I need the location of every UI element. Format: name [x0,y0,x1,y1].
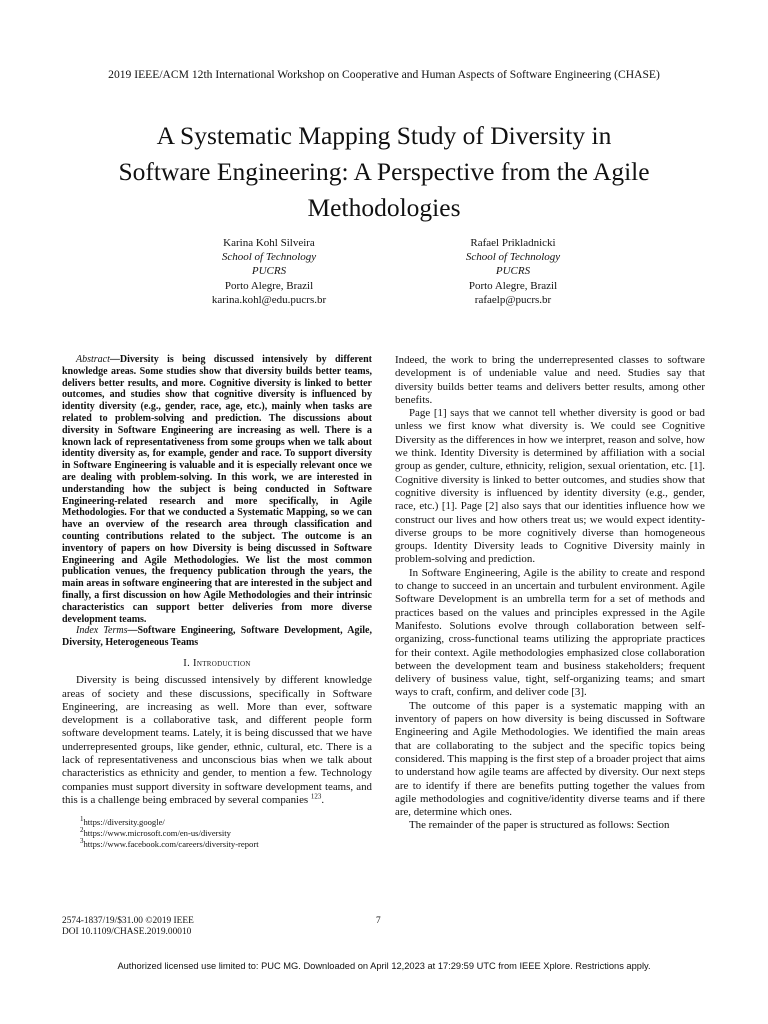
copyright-block [62,916,194,938]
footnote-marks: 123 [310,792,322,801]
abstract-label: Abstract [76,354,110,365]
author-location: Porto Alegre, Brazil [224,279,314,292]
section-heading [62,657,372,670]
footnote [80,839,372,850]
conference-header: 2019 IEEE/ACM 12th International Workshop on Cooperative and Human Aspects of Software Engineering (CHASE) [108,68,660,81]
paragraph: Page [1] says that we cannot tell whether diversity is good or bad unless we first know what diversity is. We could see Cognitive Diversity as the differences in how we interpret, reason and solve, how we think. Identity Diversity is determined by affiliation with a social group as gender, culture, ethnicity, religion, sexual orientation, etc. [1]. Cognitive diversity is linked to better outcomes, and studies show that cognitive diversity is influenced by identity diversity (e.g., gender, race, etc.) [1]. Page [2] also says that our identities influence how we construct our lives and how others treat us; we would expect identity-diverse groups to be more cognitively diverse than homogeneous groups. Identity Diversity leads to Cognitive Diversity mainly in problem-solving and prediction. [395,407,705,566]
author-1 [159,236,379,307]
title-line: Methodologies [307,193,461,222]
right-column [395,354,705,833]
index-terms [62,625,372,649]
paragraph: Indeed, the work to bring the underrepresented classes to software development is of undeniable value and need. Studies say that diversity builds better teams and delivers better results, among other benefits. [395,354,705,406]
author-block [0,236,768,316]
abstract-text: —Diversity is being discussed intensively by different knowledge areas. Some studies show that diversity builds better teams, delivers better results, and more. Cognitive diversity is linked to better outcomes, and studies show that cognitive diversity is influenced by identity diversity (e.g., gender, race, age, etc.), mainly when tasks are related to problem-solving and prediction. The discussions about diversity in Software Engineering are increasing as well. There is a known lack of representativeness from some groups when we talk about identity diversity as, for example, gender and race. To support diversity in Software Engineering is valuable and it is especially relevant once we are dealing with problem-solving. In this work, we are interested in understanding how the subject is being conducted in Software Engineering-related research and more specifically, in Agile Methodologies. For that we conducted a Systematic Mapping, so we can have an overview of the research area through classification and counting contributions related to the subject. The outcome is an inventory of papers on how Diversity is being discussed in Software Engineering and Agile Methodologies. We list the most common publication venues, the frequency publication through the years, the main areas in software engineering that are interested in the subject and finally, a first discussion on how Agile Methodologies and their intrinsic characteristics can support better deliveries from more diverse development teams. [62,354,372,625]
author-name: Rafael Prikladnicki [470,237,556,249]
author-email: karina.kohl@edu.pucrs.br [211,293,327,306]
doi: DOI 10.1109/CHASE.2019.00010 [62,927,192,937]
intro-text: Diversity is being discussed intensively by different knowledge areas of society and these discussions, specifically in Software Engineering, are increasing as well. More than ever, software development is a collaborative task, and different people form software development teams. Lately, it is being discussed that we have underrepresented groups, like gender, ethnic, cultural, etc. There is a lack of representativeness and unconscious bias when we talk about characteristics as ethnicity and gender, to mention a few. Technology companies must support diversity in software development teams, and this is a challenge being embraced by several companies [62,674,372,806]
footnote-mark: 2 [80,826,84,835]
footnote [80,828,372,839]
footnote-mark: 3 [80,837,84,846]
paragraph: The remainder of the paper is structured as follows: Section [409,819,670,832]
author-dept: School of Technology [465,251,561,264]
author-location: Porto Alegre, Brazil [468,279,558,292]
footnotes [62,817,372,850]
author-email: rafaelp@pucrs.br [474,293,552,306]
title-line: Software Engineering: A Perspective from the Agile [118,157,650,186]
page-number: 7 [376,916,381,926]
index-terms-label: Index Terms [76,625,128,637]
intro-end: . [321,793,325,806]
paper-title [40,118,728,226]
section-number: I. [183,657,191,669]
abstract [62,354,372,625]
author-org: PUCRS [495,265,531,278]
footnote-link[interactable]: https://www.microsoft.com/en-us/diversity [83,828,231,839]
index-terms-text: —Software Engineering, Software Development, Agile, Diversity, Heterogeneous Teams [62,625,372,649]
section-title: Introduction [193,657,251,669]
footnote [80,817,372,828]
footnote-mark: 1 [80,815,84,824]
issn: 2574-1837/19/$31.00 ©2019 IEEE [62,916,194,926]
author-name: Karina Kohl Silveira [223,237,315,249]
author-dept: School of Technology [221,251,317,264]
title-line: A Systematic Mapping Study of Diversity in [156,121,612,150]
left-column [62,354,372,850]
footnote-link[interactable]: https://diversity.google/ [83,817,165,828]
intro-paragraph [62,674,372,807]
authorized-use-notice: Authorized licensed use limited to: PUC MG. Downloaded on April 12,2023 at 17:29:59 UTC from IEEE Xplore. Restrictions apply. [117,961,651,971]
footnote-link[interactable]: https://www.facebook.com/careers/diversity-report [83,839,259,850]
author-2 [403,236,623,307]
paragraph: The outcome of this paper is a systematic mapping with an inventory of papers on how diversity is being discussed in Software Engineering and Agile Methodologies. We identified the main areas that are collaborating to the subject and the specific topics being considered. This mapping is the first step of a broader project that aims to understand how agile teams are affected by diversity. Our next steps are to identify if there are benefits putting together the values from agile methodologies and cognitive/identity diverse teams and if there are, determine which ones. [395,699,705,819]
author-org: PUCRS [251,265,287,278]
paragraph: In Software Engineering, Agile is the ability to create and respond to change to succeed in an uncertain and turbulent environment. Agile Software Development is an umbrella term for a set of methods and practices based on the values and principles expressed in the Agile Manifesto. Solutions evolve through collaboration between self-organizing, cross-functional teams utilizing the appropriate practices for their context. Agile methodologies emphasized close collaboration between the development team and business stakeholders; frequent delivery of business value, tight, self-organizing teams; and smart ways to craft, confirm, and deliver code [3]. [395,566,705,699]
